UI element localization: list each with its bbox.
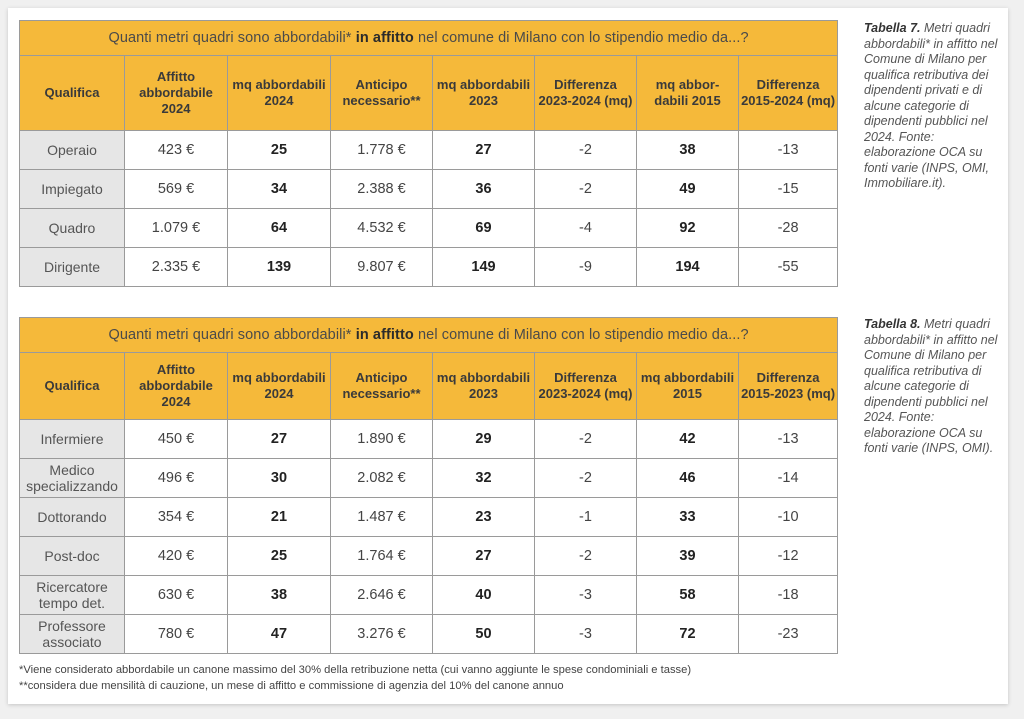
table-cell: 630 € [125, 576, 228, 615]
table-cell: 420 € [125, 537, 228, 576]
column-header: Differenza 2015-2024 (mq) [739, 56, 838, 131]
table-cell: -13 [739, 131, 838, 170]
table-cell: -1 [535, 498, 637, 537]
table-cell: 23 [433, 498, 535, 537]
column-header: mq abbor-dabili 2015 [637, 56, 739, 131]
column-header: mq abbordabili 2023 [433, 353, 535, 420]
table-cell: -9 [535, 248, 637, 287]
table-cell: -2 [535, 537, 637, 576]
table-cell: 27 [433, 537, 535, 576]
table-cell: 33 [637, 498, 739, 537]
table-cell: 9.807 € [331, 248, 433, 287]
table-cell: -14 [739, 459, 838, 498]
table-cell: 4.532 € [331, 209, 433, 248]
table-cell: 1.890 € [331, 420, 433, 459]
table-row [20, 170, 838, 209]
column-header: mq abbordabili 2024 [228, 353, 331, 420]
column-header: Anticipo necessario** [331, 56, 433, 131]
table-8 [19, 317, 838, 654]
table-row [20, 420, 838, 459]
column-header: mq abbordabili 2015 [637, 353, 739, 420]
table-cell: 50 [433, 615, 535, 654]
table-cell: 72 [637, 615, 739, 654]
table-cell: 569 € [125, 170, 228, 209]
table-cell: 354 € [125, 498, 228, 537]
column-header: Affitto abbordabile 2024 [125, 353, 228, 420]
table-cell: 38 [637, 131, 739, 170]
table-cell: -2 [535, 459, 637, 498]
table-cell: 450 € [125, 420, 228, 459]
table-cell: -15 [739, 170, 838, 209]
caption-label: Tabella 7. [864, 21, 921, 35]
table-cell: 423 € [125, 131, 228, 170]
qualifica-cell: Operaio [20, 131, 125, 170]
table-cell: 1.079 € [125, 209, 228, 248]
table-cell: 47 [228, 615, 331, 654]
table-cell: 42 [637, 420, 739, 459]
table-row [20, 537, 838, 576]
table-row [20, 498, 838, 537]
qualifica-cell: Dirigente [20, 248, 125, 287]
table-cell: -13 [739, 420, 838, 459]
table-row [20, 459, 838, 498]
qualifica-cell: Professore associato [20, 615, 125, 654]
table-cell: 92 [637, 209, 739, 248]
column-header: mq abbordabili 2024 [228, 56, 331, 131]
column-header: Qualifica [20, 353, 125, 420]
table-cell: 30 [228, 459, 331, 498]
table-cell: 40 [433, 576, 535, 615]
table-cell: 32 [433, 459, 535, 498]
table-cell: 46 [637, 459, 739, 498]
column-header: Differenza 2023-2024 (mq) [535, 353, 637, 420]
table-cell: 496 € [125, 459, 228, 498]
table-cell: 2.335 € [125, 248, 228, 287]
table-cell: 36 [433, 170, 535, 209]
table-cell: 29 [433, 420, 535, 459]
table-cell: 3.276 € [331, 615, 433, 654]
qualifica-cell: Impiegato [20, 170, 125, 209]
column-header: mq abbordabili 2023 [433, 56, 535, 131]
table-cell: 780 € [125, 615, 228, 654]
table-cell: -10 [739, 498, 838, 537]
table-cell: -2 [535, 420, 637, 459]
caption-text: Metri quadri abbordabili* in affitto nel Comune di Milano per qualifica retributiva dei dipendenti privati e di alcune categorie di dipendenti pubblici nel 2024. Fonte: elaborazione OCA su fonti varie (INPS, OMI, Immobiliare.it). [864, 21, 998, 190]
table-cell: 39 [637, 537, 739, 576]
table-cell: 2.646 € [331, 576, 433, 615]
header-row [20, 353, 838, 420]
column-header: Differenza 2023-2024 (mq) [535, 56, 637, 131]
table-cell: -55 [739, 248, 838, 287]
header-row [20, 56, 838, 131]
table-cell: 69 [433, 209, 535, 248]
table-cell: -3 [535, 576, 637, 615]
table-cell: 194 [637, 248, 739, 287]
table-cell: 2.082 € [331, 459, 433, 498]
table-cell: 1.487 € [331, 498, 433, 537]
column-header: Differenza 2015-2023 (mq) [739, 353, 838, 420]
table-title: Quanti metri quadri sono abbordabili* in affitto nel comune di Milano con lo stipendio medio da...? [20, 318, 838, 353]
qualifica-cell: Post-doc [20, 537, 125, 576]
table-row [20, 131, 838, 170]
qualifica-cell: Dottorando [20, 498, 125, 537]
table-cell: 1.778 € [331, 131, 433, 170]
footnote-advance: **considera due mensilità di cauzione, un mese di affitto e commissione di agenzia del 10% del canone annuo [19, 680, 564, 692]
footnotes [19, 662, 849, 694]
table-cell: 21 [228, 498, 331, 537]
table-7-caption [864, 21, 1004, 192]
caption-text: Metri quadri abbordabili* in affitto nel Comune di Milano per qualifica retributiva di alcune categorie di dipendenti pubblici nel 2024. Fonte: elaborazione OCA su fonti varie (INPS, OMI). [864, 317, 998, 455]
table-cell: -2 [535, 131, 637, 170]
table-row [20, 248, 838, 287]
table-cell: 38 [228, 576, 331, 615]
caption-label: Tabella 8. [864, 317, 921, 331]
table-8-caption [864, 317, 1004, 457]
table-row [20, 576, 838, 615]
qualifica-cell: Infermiere [20, 420, 125, 459]
table-cell: -4 [535, 209, 637, 248]
table-row [20, 615, 838, 654]
table-cell: 34 [228, 170, 331, 209]
table-row [20, 209, 838, 248]
qualifica-cell: Medico specializzando [20, 459, 125, 498]
table-title: Quanti metri quadri sono abbordabili* in affitto nel comune di Milano con lo stipendio medio da...? [20, 21, 838, 56]
table-cell: 27 [433, 131, 535, 170]
table-cell: 49 [637, 170, 739, 209]
table-cell: -12 [739, 537, 838, 576]
column-header: Anticipo necessario** [331, 353, 433, 420]
qualifica-cell: Quadro [20, 209, 125, 248]
table-cell: -3 [535, 615, 637, 654]
table-cell: -18 [739, 576, 838, 615]
table-cell: -2 [535, 170, 637, 209]
column-header: Qualifica [20, 56, 125, 131]
table-cell: 1.764 € [331, 537, 433, 576]
footnote-affordability: *Viene considerato abbordabile un canone massimo del 30% della retribuzione netta (cui vanno aggiunte le spese condominiali e tasse) [19, 664, 692, 676]
table-cell: 58 [637, 576, 739, 615]
table-cell: 25 [228, 131, 331, 170]
table-cell: -23 [739, 615, 838, 654]
table-cell: -28 [739, 209, 838, 248]
column-header: Affitto abbordabile 2024 [125, 56, 228, 131]
table-cell: 2.388 € [331, 170, 433, 209]
table-cell: 149 [433, 248, 535, 287]
qualifica-cell: Ricercatore tempo det. [20, 576, 125, 615]
table-cell: 27 [228, 420, 331, 459]
table-cell: 25 [228, 537, 331, 576]
table-cell: 64 [228, 209, 331, 248]
table-cell: 139 [228, 248, 331, 287]
table-7 [19, 20, 838, 287]
